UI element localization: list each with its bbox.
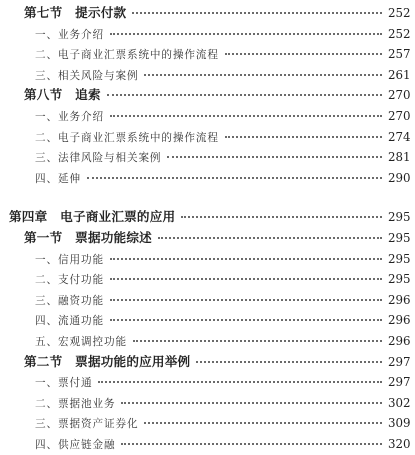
toc-page-number: 297 (388, 375, 411, 390)
toc-page-number: 295 (388, 251, 411, 266)
toc-entry[interactable] (0, 310, 415, 331)
toc-entry-title: 四、流通功能 (35, 315, 104, 328)
toc-entry-title: 二、电子商业汇票系统中的操作流程 (35, 131, 219, 144)
toc-page-number: 297 (388, 354, 411, 369)
toc-entry-title: 五、宏观调控功能 (35, 335, 127, 348)
toc-entry[interactable] (0, 249, 415, 270)
toc-page-number: 296 (388, 333, 411, 348)
toc-page-number: 290 (388, 170, 411, 185)
toc-entry-title: 二、支付功能 (35, 274, 104, 287)
dot-leader (110, 299, 382, 301)
toc-entry[interactable] (0, 290, 415, 311)
toc-entry[interactable] (0, 147, 415, 168)
toc-chapter-heading[interactable] (0, 207, 415, 228)
dot-leader (144, 422, 382, 424)
toc-entry-title: 三、票据资产证券化 (35, 418, 139, 431)
dot-leader (225, 53, 382, 55)
toc-entry-title: 一、业务介绍 (35, 110, 104, 123)
dot-leader (107, 94, 382, 96)
toc-page-number: 270 (388, 108, 411, 123)
toc-entry-title: 一、信用功能 (35, 253, 104, 266)
toc-page-number: 296 (388, 313, 411, 328)
dot-leader (110, 278, 382, 280)
toc-page-number: 296 (388, 292, 411, 307)
dot-leader (110, 33, 382, 35)
toc-page-number: 320 (388, 436, 411, 451)
toc-entry[interactable] (0, 413, 415, 434)
toc-page-number: 252 (388, 26, 411, 41)
toc-entry-title: 一、业务介绍 (35, 28, 104, 41)
toc-section-heading[interactable] (0, 228, 415, 249)
toc-entry-title: 四、供应链金融 (35, 438, 116, 451)
toc-entry[interactable] (0, 168, 415, 189)
toc-entry[interactable] (0, 434, 415, 455)
toc-entry-title: 三、相关风险与案例 (35, 69, 139, 82)
dot-leader (110, 258, 382, 260)
toc-page-number: 261 (388, 67, 411, 82)
toc-entry[interactable] (0, 269, 415, 290)
toc-chapter-title: 第四章 电子商业汇票的应用 (9, 209, 176, 225)
toc-page-number: 257 (388, 47, 411, 62)
dot-leader (144, 74, 382, 76)
toc-entry[interactable] (0, 65, 415, 86)
toc-page-number: 281 (388, 150, 411, 165)
dot-leader (133, 340, 382, 342)
toc-entry[interactable] (0, 127, 415, 148)
toc-page-number: 274 (388, 129, 411, 144)
toc-section-heading[interactable] (0, 85, 415, 106)
toc-section-title: 第八节 追索 (24, 87, 101, 103)
toc-entry[interactable] (0, 393, 415, 414)
dot-leader (181, 216, 382, 218)
dot-leader (110, 115, 382, 117)
toc-page-number: 252 (388, 6, 411, 20)
dot-leader (225, 136, 382, 138)
toc-section-title: 第七节 提示付款 (24, 5, 127, 20)
toc-entry-title: 二、票据池业务 (35, 397, 116, 410)
toc-page-number: 302 (388, 395, 411, 410)
toc-entry-title: 四、延伸 (35, 172, 81, 185)
toc-entry[interactable] (0, 106, 415, 127)
dot-leader (87, 177, 382, 179)
toc-entry-title: 三、融资功能 (35, 294, 104, 307)
toc-section-heading[interactable] (0, 352, 415, 373)
dot-leader (167, 156, 382, 158)
toc-section-title: 第二节 票据功能的应用举例 (24, 353, 191, 369)
toc-page-number: 295 (388, 272, 411, 287)
dot-leader (110, 319, 382, 321)
toc-page-number: 309 (388, 416, 411, 431)
toc-entry-title: 三、法律风险与相关案例 (35, 152, 162, 165)
toc-entry[interactable] (0, 331, 415, 352)
toc-entry[interactable] (0, 372, 415, 393)
toc-page-number: 270 (388, 88, 411, 103)
toc-page-number: 295 (388, 210, 411, 225)
dot-leader (196, 361, 382, 363)
dot-leader (121, 402, 382, 404)
toc-section-heading[interactable] (0, 3, 415, 24)
toc-entry[interactable] (0, 24, 415, 45)
toc-entry-title: 一、票付通 (35, 377, 93, 390)
dot-leader (132, 12, 382, 14)
dot-leader (98, 381, 382, 383)
toc-entry[interactable] (0, 44, 415, 65)
toc-entry-title: 二、电子商业汇票系统中的操作流程 (35, 49, 219, 62)
toc-section-title: 第一节 票据功能综述 (24, 229, 152, 245)
dot-leader (121, 443, 382, 445)
dot-leader (158, 237, 382, 239)
toc-page-number: 295 (388, 230, 411, 245)
